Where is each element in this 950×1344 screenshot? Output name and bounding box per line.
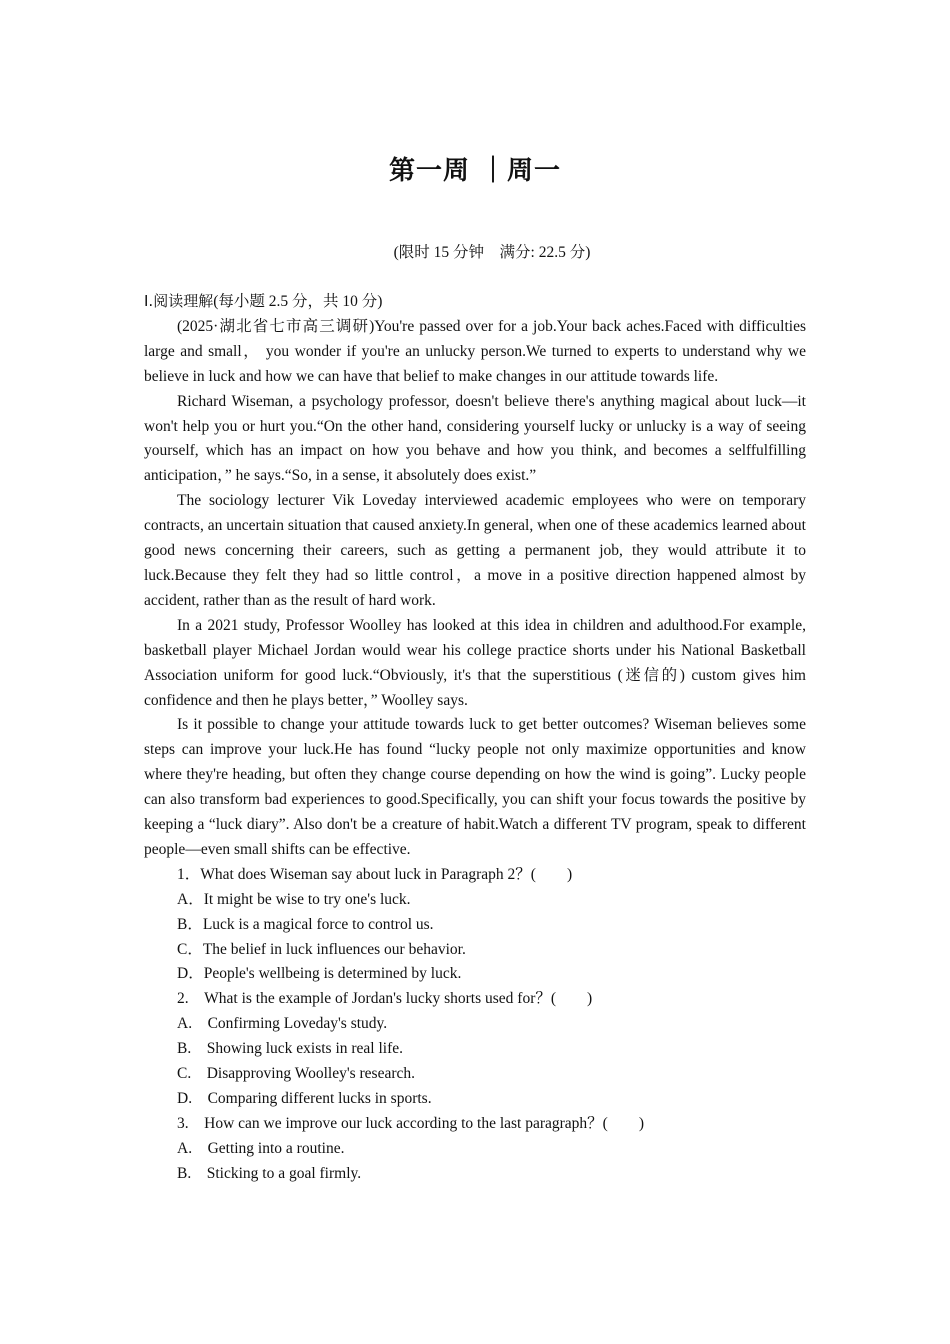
passage-paragraph: Richard Wiseman, a psychology professor, doesn't believe there's anything magical about luck—it won't help you or hurt you.“On the other hand, considering yourself lucky or unlucky is a way of seeing yourself, which has an impact on how you behave and how you think, and becomes a selffulfilling anticipation，” he says.“So, in a sense, it absolutely does exist.” <box>144 392 806 485</box>
passage-paragraph: Is it possible to change your attitude towards luck to get better outcomes? Wiseman believes some steps can improve your luck.He has found “lucky people not only maximize opportunities and know where they're heading, but often they change course depending on how the wind is going”. Lucky people can also transform bad experiences to good.Specifically, you can shift your focus towards the positive by keeping a “luck diary”. Also don't be a creature of habit.Watch a different TV program, speak to different people—even small shifts can be effective. <box>144 716 806 858</box>
question-1-option-c: C．The belief in luck influences our behavior. <box>177 940 466 958</box>
passage-paragraph: (2025·湖北省七市高三调研)You're passed over for a job.Your back aches.Faced with difficulties large and small， you wonder if you're an unlucky person.We turned to experts to understand why we believe in luck and how we can have that belief to make changes in our attitude towards life. <box>144 317 806 385</box>
question-2-stem: 2. What is the example of Jordan's lucky shorts used for？( ) <box>177 990 593 1008</box>
section-heading <box>144 289 806 315</box>
question-3-stem: 3. How can we improve our luck according to the last paragraph？( ) <box>177 1114 645 1132</box>
section-scoring: (每小题 2.5 分，共 10 分) <box>213 293 383 310</box>
question-3-option-a: A. Getting into a routine. <box>177 1139 345 1157</box>
page-title: 第一周 ｜周一 <box>388 156 562 186</box>
question-2-option-c: C. Disapproving Woolley's research. <box>177 1065 416 1083</box>
exercise-body <box>144 289 806 1187</box>
passage-paragraph: The sociology lecturer Vik Loveday interviewed academic employees who were on temporary contracts, an uncertain situation that caused anxiety.In general, when one of these academics learned about good news concerning their careers, such as getting a permanent job, they would attribute it to luck.Because they felt they had so little control，a move in a positive direction happened almost by accident, rather than as the result of hard work. <box>144 492 806 609</box>
question-2-option-b: B. Showing luck exists in real life. <box>177 1040 404 1058</box>
section-title: Ⅰ.阅读理解 <box>144 292 214 310</box>
time-limit-note: (限时 15 分钟 满分: 22.5 分) <box>393 244 591 261</box>
question-1-option-b: B．Luck is a magical force to control us. <box>177 915 434 933</box>
question-1-option-a: A．It might be wise to try one's luck. <box>177 890 411 908</box>
question-2-option-a: A. Confirming Loveday's study. <box>177 1015 388 1033</box>
question-1-option-d: D．People's wellbeing is determined by luck. <box>177 965 462 983</box>
question-2-option-d: D. Comparing different lucks in sports. <box>177 1090 432 1107</box>
passage-paragraph: In a 2021 study, Professor Woolley has looked at this idea in children and adulthood.For example, basketball player Michael Jordan would wear his college practice shorts under his National Basketball Association uniform for good luck.“Obviously, it's that the superstitious (迷信的) custom gives him confidence and then he plays better，” Woolley says. <box>144 616 806 709</box>
question-1-stem: 1．What does Wiseman say about luck in Paragraph 2？( ) <box>177 865 573 883</box>
question-3-option-b: B. Sticking to a goal firmly. <box>177 1164 362 1182</box>
